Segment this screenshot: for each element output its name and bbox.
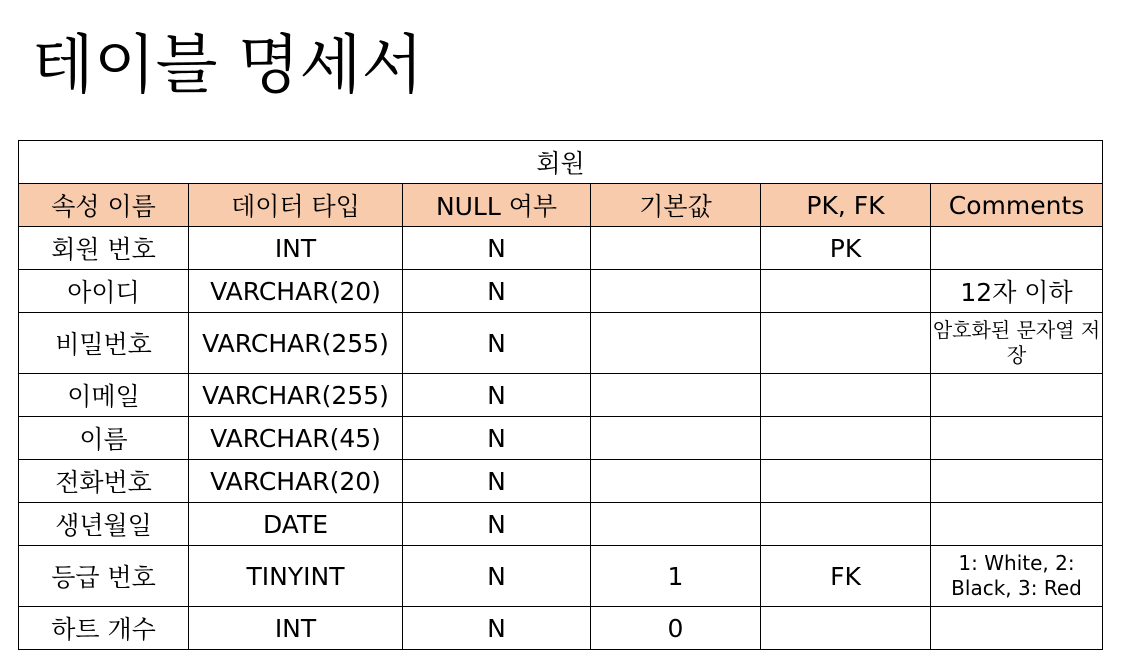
cell-data-type: VARCHAR(255) [189, 374, 403, 417]
table-name-row [19, 141, 1103, 184]
cell-comments: 12자 이하 [931, 270, 1103, 313]
header-default-value: 기본값 [591, 184, 761, 227]
cell-attribute-name: 회원 번호 [19, 227, 189, 270]
header-data-type: 데이터 타입 [189, 184, 403, 227]
table-row [19, 607, 1103, 650]
cell-nullable: N [403, 546, 591, 607]
cell-comments [931, 374, 1103, 417]
member-spec-table [18, 140, 1103, 650]
cell-comments: 암호화된 문자열 저장 [931, 313, 1103, 374]
cell-default-value [591, 374, 761, 417]
cell-key [761, 417, 931, 460]
cell-nullable: N [403, 607, 591, 650]
cell-key: FK [761, 546, 931, 607]
page-title: 테이블 명세서 [32, 29, 424, 103]
table-row [19, 227, 1103, 270]
cell-key [761, 460, 931, 503]
cell-nullable: N [403, 313, 591, 374]
cell-nullable: N [403, 417, 591, 460]
header-comments: Comments [931, 184, 1103, 227]
cell-default-value [591, 503, 761, 546]
cell-data-type: INT [189, 227, 403, 270]
cell-comments [931, 503, 1103, 546]
cell-nullable: N [403, 270, 591, 313]
cell-attribute-name: 하트 개수 [19, 607, 189, 650]
cell-data-type: TINYINT [189, 546, 403, 607]
table-row [19, 270, 1103, 313]
table-row [19, 374, 1103, 417]
cell-key [761, 270, 931, 313]
cell-attribute-name: 이름 [19, 417, 189, 460]
cell-default-value [591, 227, 761, 270]
cell-data-type: INT [189, 607, 403, 650]
table-row [19, 460, 1103, 503]
header-key: PK, FK [761, 184, 931, 227]
cell-nullable: N [403, 227, 591, 270]
cell-default-value: 0 [591, 607, 761, 650]
cell-default-value [591, 313, 761, 374]
cell-comments [931, 460, 1103, 503]
cell-comments [931, 417, 1103, 460]
cell-comments [931, 607, 1103, 650]
cell-default-value [591, 270, 761, 313]
cell-data-type: VARCHAR(255) [189, 313, 403, 374]
cell-attribute-name: 전화번호 [19, 460, 189, 503]
cell-default-value [591, 417, 761, 460]
table-row [19, 313, 1103, 374]
cell-data-type: DATE [189, 503, 403, 546]
cell-key [761, 374, 931, 417]
cell-nullable: N [403, 460, 591, 503]
cell-nullable: N [403, 374, 591, 417]
cell-default-value [591, 460, 761, 503]
header-attribute-name: 속성 이름 [19, 184, 189, 227]
table-row [19, 417, 1103, 460]
cell-data-type: VARCHAR(45) [189, 417, 403, 460]
cell-comments [931, 227, 1103, 270]
table-name: 회원 [19, 141, 1103, 184]
cell-key [761, 607, 931, 650]
header-nullable: NULL 여부 [403, 184, 591, 227]
table-row [19, 503, 1103, 546]
column-header-row [19, 184, 1103, 227]
cell-attribute-name: 비밀번호 [19, 313, 189, 374]
cell-key [761, 503, 931, 546]
cell-key [761, 313, 931, 374]
cell-attribute-name: 등급 번호 [19, 546, 189, 607]
cell-key: PK [761, 227, 931, 270]
table-row [19, 546, 1103, 607]
cell-comments: 1: White, 2: Black, 3: Red [931, 546, 1103, 607]
cell-data-type: VARCHAR(20) [189, 460, 403, 503]
cell-default-value: 1 [591, 546, 761, 607]
cell-data-type: VARCHAR(20) [189, 270, 403, 313]
cell-nullable: N [403, 503, 591, 546]
cell-attribute-name: 아이디 [19, 270, 189, 313]
cell-attribute-name: 이메일 [19, 374, 189, 417]
cell-attribute-name: 생년월일 [19, 503, 189, 546]
